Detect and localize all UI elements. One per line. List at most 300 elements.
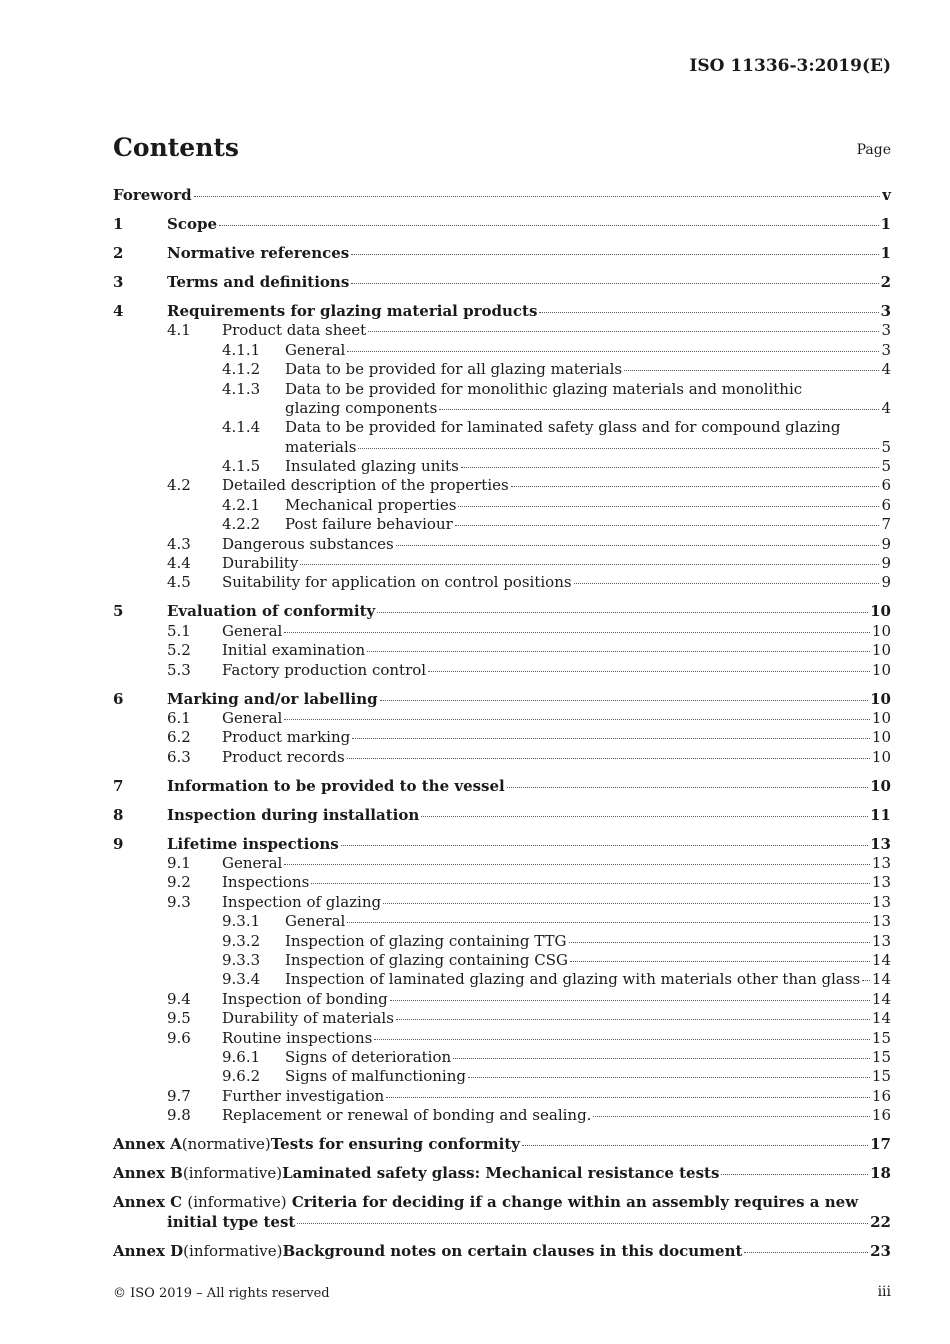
toc-entry-body	[167, 690, 891, 709]
toc-entry[interactable]	[113, 1106, 891, 1125]
toc-entry-body	[222, 554, 891, 573]
toc-entry[interactable]	[113, 970, 891, 989]
toc-entry-number: 4.2	[167, 476, 191, 495]
toc-entry-body	[285, 341, 891, 360]
toc-entry-body	[285, 457, 891, 476]
toc-entry-number: 9.6	[167, 1028, 191, 1047]
dot-leader	[347, 758, 870, 759]
toc-entry-title: General	[285, 912, 346, 931]
toc-entry-body	[222, 893, 891, 912]
page-column-label: Page	[856, 142, 891, 158]
dot-leader	[367, 651, 870, 652]
toc-entry[interactable]	[113, 476, 891, 495]
dot-leader	[570, 961, 870, 962]
toc-entry-body	[167, 273, 891, 292]
annex-line	[113, 1242, 891, 1261]
toc-entry-number: 1	[113, 214, 124, 233]
annex-entry[interactable]	[113, 1135, 891, 1154]
toc-entry-page: 9	[881, 534, 891, 553]
toc-entry-number: 5.1	[167, 621, 191, 640]
toc-entry-body	[222, 573, 891, 592]
toc-entry-body	[222, 1029, 891, 1048]
toc-entry-body	[285, 515, 891, 534]
toc-entry-number: 5	[113, 602, 124, 621]
dot-leader	[284, 719, 870, 720]
annex-line	[113, 1135, 891, 1154]
toc-entry-page: 9	[881, 554, 891, 573]
dot-leader	[219, 225, 879, 226]
toc-entry-body	[222, 321, 891, 340]
toc-entry-number: 3	[113, 272, 124, 291]
annex-title-continued: initial type test	[167, 1212, 296, 1231]
toc-entry-title: Data to be provided for laminated safety glass and for compound glazing	[285, 418, 841, 437]
page-title: Contents	[113, 133, 240, 162]
toc-entry-line	[285, 951, 891, 970]
toc-entry-number: 4.4	[167, 554, 191, 573]
toc-entry-line	[222, 990, 891, 1009]
toc-entry-body	[167, 806, 891, 825]
toc-entry-number: 6.2	[167, 728, 191, 747]
toc-entry-body	[285, 418, 891, 457]
toc-entry-title: Information to be provided to the vessel	[167, 776, 505, 795]
toc-entry-body	[222, 1087, 891, 1106]
dot-leader	[428, 671, 870, 672]
toc-entry[interactable]	[113, 854, 891, 873]
toc-entry-body	[285, 951, 891, 970]
toc-entry-page: 4	[881, 360, 891, 379]
toc-entry-page: 13	[871, 912, 891, 931]
toc-entry[interactable]	[113, 641, 891, 660]
toc-entry-body	[285, 496, 891, 515]
toc-entry[interactable]	[113, 622, 891, 641]
toc-entry-title: Durability	[222, 554, 299, 573]
toc-entry-page: 16	[871, 1106, 891, 1125]
toc-entry-body	[113, 186, 891, 205]
toc-entry-number: 5.3	[167, 660, 191, 679]
toc-entry-title: Inspection of glazing containing TTG	[285, 931, 567, 950]
dot-leader	[383, 903, 870, 904]
annex-entry-body	[113, 1242, 891, 1261]
toc-entry-line	[167, 602, 891, 621]
toc-entry-line	[167, 302, 891, 321]
toc-entry[interactable]	[113, 573, 891, 592]
toc-entry-title: Evaluation of conformity	[167, 602, 376, 621]
toc-entry-number: 9.8	[167, 1106, 191, 1125]
toc-entry-number: 4.5	[167, 573, 191, 592]
toc-entry-title: Scope	[167, 214, 218, 233]
dot-leader	[351, 283, 878, 284]
dot-leader	[380, 700, 869, 701]
toc-entry[interactable]	[113, 1029, 891, 1048]
annex-title: Criteria for deciding if a change within an assembly requires a new	[291, 1193, 859, 1212]
toc-entry-number: 9.6.2	[222, 1067, 261, 1086]
toc-entry-title: Replacement or renewal of bonding and sealing.	[222, 1106, 592, 1125]
toc-entry-title: Inspection of glazing	[222, 892, 382, 911]
toc-entry-title: Factory production control	[222, 660, 427, 679]
toc-entry[interactable]	[113, 835, 891, 854]
toc-entry-body	[222, 1106, 891, 1125]
toc-entry-title-continued: glazing components	[285, 398, 438, 417]
toc-entry[interactable]	[113, 321, 891, 340]
dot-leader	[390, 1000, 870, 1001]
toc-entry-number: 9.7	[167, 1086, 191, 1105]
toc-entry-line	[285, 515, 891, 534]
dot-leader	[341, 845, 868, 846]
toc-entry-number: 7	[113, 776, 124, 795]
toc-entry-page: 6	[881, 495, 891, 514]
dot-leader	[721, 1174, 868, 1175]
toc-entry-page: 1	[880, 243, 891, 262]
toc-entry-line	[222, 641, 891, 660]
dot-leader	[461, 467, 880, 468]
toc-entry-title: Inspection of laminated glazing and glazing with materials other than glass	[285, 970, 861, 989]
toc-entry-line	[167, 806, 891, 825]
toc-entry[interactable]	[113, 457, 891, 476]
annex-type: (informative)	[187, 1193, 287, 1212]
toc-entry-line	[167, 835, 891, 854]
dot-leader	[458, 506, 879, 507]
toc-entry-body	[285, 932, 891, 951]
toc-entry-body	[285, 1067, 891, 1086]
annex-label: Annex D	[113, 1241, 184, 1260]
toc-entry-line	[222, 573, 891, 592]
toc-entry-body	[222, 873, 891, 892]
toc-entry-line	[222, 709, 891, 728]
dot-leader	[374, 1039, 870, 1040]
toc-entry-page: 10	[871, 660, 891, 679]
toc-entry[interactable]	[113, 302, 891, 321]
toc-entry-line	[285, 457, 891, 476]
annex-type: (informative)	[182, 1164, 283, 1183]
toc-entry-title: Routine inspections	[222, 1028, 373, 1047]
toc-entry-body	[167, 835, 891, 854]
toc-entry[interactable]	[113, 244, 891, 263]
toc-entry-body	[222, 854, 891, 873]
toc-entry-number: 9.3.1	[222, 912, 261, 931]
annex-label: Annex C	[113, 1193, 183, 1212]
toc-entry-body	[167, 602, 891, 621]
toc-entry-number: 4.1.4	[222, 418, 261, 437]
toc-entry-page: 13	[871, 931, 891, 950]
toc-entry[interactable]	[113, 496, 891, 515]
toc-entry-page: 16	[871, 1086, 891, 1105]
toc-entry-title: Inspection of glazing containing CSG	[285, 951, 568, 970]
toc-entry-page: 13	[870, 834, 891, 853]
toc-entry-number: 4.1.1	[222, 340, 261, 359]
toc-entry-title: Lifetime inspections	[167, 834, 339, 853]
toc-entry[interactable]	[113, 418, 891, 457]
toc-entry-title: Suitability for application on control positions	[222, 573, 572, 592]
toc-entry-line	[222, 476, 891, 495]
toc-entry[interactable]	[113, 602, 891, 621]
toc-entry-line	[285, 1048, 891, 1067]
toc-entry[interactable]	[113, 873, 891, 892]
toc-entry-body	[285, 360, 891, 379]
toc-entry-line	[285, 496, 891, 515]
toc-entry-line	[285, 360, 891, 379]
toc-entry-body	[167, 215, 891, 234]
annex-entry[interactable]	[113, 1242, 891, 1261]
toc-entry-line	[222, 1029, 891, 1048]
toc-entry-title: Mechanical properties	[285, 495, 457, 514]
annex-type: (normative)	[181, 1135, 271, 1154]
toc-entry-title: General	[222, 708, 283, 727]
toc-entry[interactable]	[113, 912, 891, 931]
toc-entry-number: 9.3.3	[222, 951, 261, 970]
dot-leader	[593, 1116, 869, 1117]
toc-entry-body	[285, 1048, 891, 1067]
toc-entry-number: 9.3.2	[222, 931, 261, 950]
toc-entry[interactable]	[113, 360, 891, 379]
toc-entry[interactable]	[113, 661, 891, 680]
dot-leader	[377, 612, 868, 613]
toc-entry-body	[222, 1009, 891, 1028]
toc-entry-number: 2	[113, 243, 124, 262]
toc-entry-title: Data to be provided for all glazing materials	[285, 360, 623, 379]
annex-page: 22	[870, 1212, 891, 1231]
toc-entry-line	[285, 1067, 891, 1086]
toc-entry-page: 13	[871, 873, 891, 892]
toc-entry-page: 10	[871, 747, 891, 766]
toc-entry-page: 2	[880, 272, 891, 291]
dot-leader	[300, 564, 879, 565]
annex-entry[interactable]	[113, 1193, 891, 1232]
toc-entry-page: 5	[881, 457, 891, 476]
toc-entry-title: Inspection during installation	[167, 805, 420, 824]
toc-entry-body	[222, 709, 891, 728]
toc-entry-line	[167, 777, 891, 796]
annex-type: (informative)	[183, 1241, 283, 1260]
toc-entry-line	[222, 661, 891, 680]
dot-leader	[507, 787, 868, 788]
toc-entry-title: Requirements for glazing material products	[167, 301, 538, 320]
toc-entry-page: 11	[870, 805, 891, 824]
toc-entry-line	[222, 893, 891, 912]
toc-entry-title: Signs of malfunctioning	[285, 1067, 466, 1086]
toc-entry-body	[222, 748, 891, 767]
dot-leader	[396, 545, 880, 546]
annex-entry[interactable]	[113, 1164, 891, 1183]
toc-entry[interactable]	[113, 748, 891, 767]
annex-page: 17	[870, 1135, 891, 1154]
toc-entry-number: 4.2.2	[222, 515, 261, 534]
toc-entry-number: 6	[113, 689, 124, 708]
toc-entry-title: Data to be provided for monolithic glazing materials and monolithic	[285, 379, 803, 398]
toc-entry-body	[222, 535, 891, 554]
toc-entry[interactable]	[113, 1067, 891, 1086]
dot-leader	[624, 370, 879, 371]
toc-entry[interactable]	[113, 1009, 891, 1028]
toc-entry-number: 4	[113, 301, 124, 320]
toc-entry-line	[167, 244, 891, 263]
toc-entry-title: General	[285, 340, 346, 359]
toc-entry-page: 10	[871, 708, 891, 727]
toc-entry-title: Product marking	[222, 728, 351, 747]
toc-entry-page: 5	[881, 437, 891, 456]
toc-entry-page: 15	[871, 1028, 891, 1047]
dot-leader	[386, 1097, 870, 1098]
toc-entry-line	[222, 1106, 891, 1125]
dot-leader	[511, 486, 880, 487]
toc-entry[interactable]	[113, 728, 891, 747]
toc-entry[interactable]	[113, 951, 891, 970]
toc-entry[interactable]	[113, 515, 891, 534]
copyright-notice: © ISO 2019 – All rights reserved	[113, 1286, 330, 1301]
dot-leader	[194, 196, 881, 197]
dot-leader	[351, 254, 878, 255]
annex-entry-body	[113, 1193, 891, 1232]
toc-entry-title: Marking and/or labelling	[167, 689, 378, 708]
toc-entry-body	[285, 380, 891, 419]
toc-entry[interactable]	[113, 1087, 891, 1106]
toc-entry-body	[167, 777, 891, 796]
standard-designation: ISO 11336-3:2019(E)	[689, 56, 891, 76]
dot-leader	[744, 1252, 868, 1253]
toc-entry-page: 10	[871, 641, 891, 660]
toc-entry-page: v	[882, 186, 891, 204]
dot-leader	[347, 351, 879, 352]
annex-page: 23	[870, 1241, 891, 1260]
toc-entry-number: 6.1	[167, 708, 191, 727]
toc-entry-title: Detailed description of the properties	[222, 476, 509, 495]
dot-leader	[539, 312, 878, 313]
toc-entry-page: 6	[881, 476, 891, 495]
toc-entry-number: 9.2	[167, 873, 191, 892]
toc-entry-number: 9.3.4	[222, 970, 261, 989]
annex-title: Background notes on certain clauses in this document	[282, 1241, 743, 1260]
dot-leader	[352, 738, 870, 739]
toc-entry-line	[222, 1009, 891, 1028]
toc-entry-number: 9.5	[167, 1009, 191, 1028]
toc-entry-title: Further investigation	[222, 1086, 385, 1105]
annex-line	[113, 1193, 891, 1212]
toc-entry-page: 10	[870, 602, 891, 621]
toc-entry-title: Product records	[222, 747, 345, 766]
dot-leader	[368, 331, 879, 332]
toc-entry-line	[167, 690, 891, 709]
toc-entry[interactable]	[113, 777, 891, 796]
toc-entry[interactable]	[113, 535, 891, 554]
toc-entry[interactable]	[113, 186, 891, 205]
toc-entry-page: 15	[871, 1048, 891, 1066]
toc-entry-number: 9.1	[167, 854, 191, 873]
toc-entry-page: 7	[881, 515, 891, 534]
toc-entry-page: 10	[871, 621, 891, 640]
dot-leader	[574, 583, 880, 584]
toc-entry-number: 4.1	[167, 321, 191, 340]
toc-entry-line	[285, 341, 891, 360]
toc-entry-number: 9.6.1	[222, 1048, 261, 1066]
toc-entry-title: Product data sheet	[222, 321, 367, 340]
dot-leader	[297, 1223, 868, 1224]
toc-entry-title: Signs of deterioration	[285, 1048, 452, 1066]
toc-entry-number: 4.1.3	[222, 379, 261, 398]
toc-entry[interactable]	[113, 690, 891, 709]
dot-leader	[569, 942, 870, 943]
toc-entry-title: Dangerous substances	[222, 534, 394, 553]
toc-entry-page: 14	[871, 951, 891, 970]
toc-entry-title: Insulated glazing units	[285, 457, 459, 476]
annex-entry-body	[113, 1135, 891, 1154]
toc-entry-number: 4.1.2	[222, 360, 261, 379]
toc-entry-page: 3	[881, 321, 891, 340]
toc-entry[interactable]	[113, 932, 891, 951]
toc-entry-line	[222, 535, 891, 554]
toc-entry-page: 4	[881, 398, 891, 417]
toc-entry[interactable]	[113, 273, 891, 292]
toc-entry-title: Terms and definitions	[167, 272, 350, 291]
toc-entry-page: 14	[871, 1009, 891, 1028]
toc-entry-number: 6.3	[167, 747, 191, 766]
toc-entry-title: Inspections	[222, 873, 310, 892]
toc-entry-title: Durability of materials	[222, 1009, 394, 1028]
dot-leader	[358, 448, 879, 449]
dot-leader	[453, 1058, 870, 1059]
toc-entry-number: 4.2.1	[222, 495, 261, 514]
toc-entry-body	[222, 990, 891, 1009]
toc-entry-page: 10	[871, 728, 891, 747]
dot-leader	[347, 922, 870, 923]
toc-entry[interactable]	[113, 554, 891, 573]
toc-entry-line	[285, 932, 891, 951]
toc-entry[interactable]	[113, 806, 891, 825]
toc-entry-line	[222, 1087, 891, 1106]
annex-title: Laminated safety glass: Mechanical resistance tests	[282, 1164, 720, 1183]
toc-entry-title: General	[222, 621, 283, 640]
annex-line	[113, 1164, 891, 1183]
toc-entry-page: 13	[871, 854, 891, 873]
annex-line	[113, 1213, 891, 1232]
toc-entry[interactable]	[113, 1048, 891, 1067]
annex-page: 18	[870, 1164, 891, 1183]
toc-entry[interactable]	[113, 893, 891, 912]
toc-entry-line	[285, 438, 891, 457]
annex-entry-body	[113, 1164, 891, 1183]
toc-entry-title: Normative references	[167, 243, 350, 262]
toc-entry[interactable]	[113, 990, 891, 1009]
toc-entry-page: 10	[870, 689, 891, 708]
toc-entry-title: Initial examination	[222, 641, 366, 660]
toc-entry[interactable]	[113, 215, 891, 234]
toc-entry[interactable]	[113, 709, 891, 728]
toc-entry-body	[167, 244, 891, 263]
toc-entry-page: 10	[870, 776, 891, 795]
table-of-contents	[113, 186, 891, 1261]
toc-entry-line	[167, 215, 891, 234]
toc-entry-line	[222, 554, 891, 573]
annex-title: Tests for ensuring conformity	[270, 1135, 520, 1154]
toc-entry-body	[167, 302, 891, 321]
dot-leader	[396, 1019, 870, 1020]
dot-leader	[284, 864, 870, 865]
annex-label: Annex A	[113, 1135, 182, 1154]
page-number: iii	[877, 1284, 891, 1300]
toc-entry-page: 3	[880, 301, 891, 320]
toc-entry-page: 14	[871, 989, 891, 1008]
toc-entry-number: 9	[113, 834, 124, 853]
toc-entry-title: General	[222, 854, 283, 873]
toc-entry-body	[285, 970, 891, 989]
toc-entry[interactable]	[113, 341, 891, 360]
toc-entry-body	[222, 476, 891, 495]
dot-leader	[522, 1145, 868, 1146]
toc-entry-number: 4.1.5	[222, 457, 261, 476]
toc-entry-line	[222, 873, 891, 892]
toc-entry-page: 15	[871, 1067, 891, 1086]
toc-entry-line	[285, 399, 891, 418]
toc-entry[interactable]	[113, 380, 891, 419]
toc-entry-number: 9.3	[167, 892, 191, 911]
